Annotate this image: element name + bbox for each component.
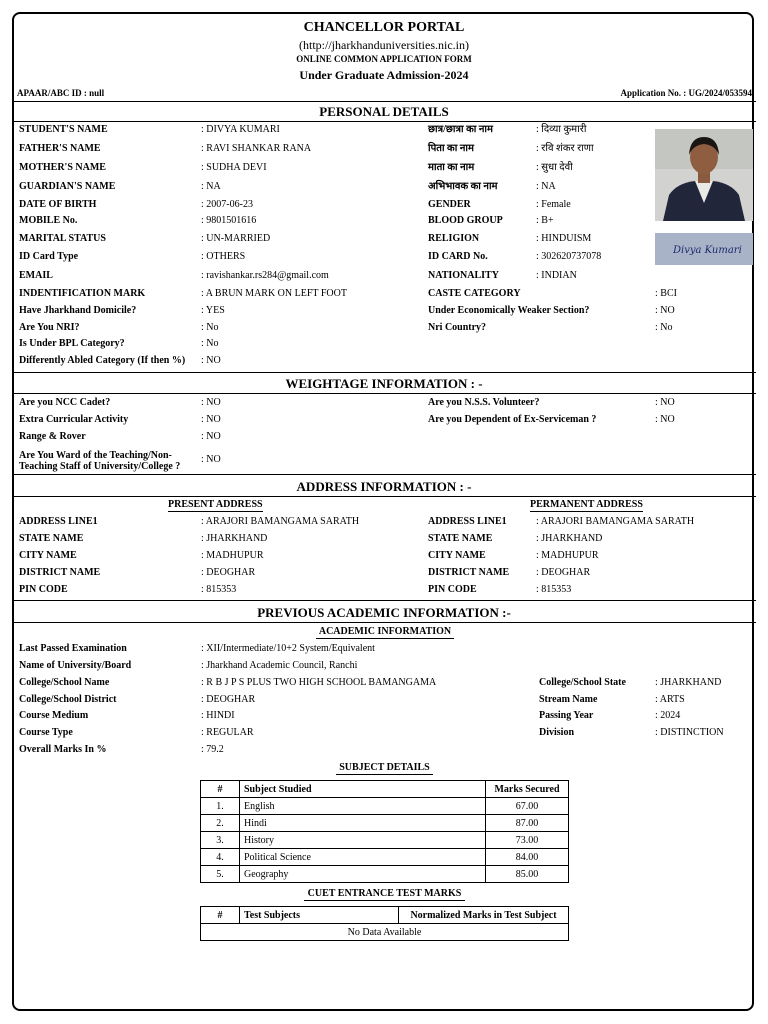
- personal-field-right-label: अभिभावक का नाम: [428, 181, 498, 192]
- personal-field-label: MOTHER'S NAME: [19, 162, 106, 173]
- ward-label: Are You Ward of the Teaching/Non- Teaching Staff of University/College ?: [19, 450, 181, 472]
- permanent-address-field-label: CITY NAME: [428, 550, 486, 561]
- table-row: [201, 832, 569, 849]
- personal-field-label: EMAIL: [19, 270, 53, 281]
- subject-number: 3.: [201, 832, 240, 849]
- cuet-col-marks: Normalized Marks in Test Subject: [399, 907, 569, 924]
- weightage-field-right-value: : NO: [655, 397, 675, 408]
- portal-url: (http://jharkhanduniversities.nic.in): [299, 38, 469, 52]
- admission-title: Under Graduate Admission-2024: [299, 68, 469, 82]
- divider: [12, 496, 756, 497]
- personal-field-right-label: NATIONALITY: [428, 270, 499, 281]
- permanent-address-field-label: PIN CODE: [428, 584, 477, 595]
- subject-marks: 87.00: [486, 815, 569, 832]
- academic-field-value: : R B J P S PLUS TWO HIGH SCHOOL BAMANGAMA: [201, 677, 437, 688]
- subject-name: English: [240, 798, 486, 815]
- permanent-address-field-label: DISTRICT NAME: [428, 567, 510, 578]
- permanent-address-field-value: : ARAJORI BAMANGAMA SARATH: [536, 516, 695, 527]
- cuet-col-no: #: [201, 907, 240, 924]
- weightage-field-value: : NO: [201, 431, 221, 442]
- personal-field-right-value: : NO: [655, 305, 675, 316]
- permanent-address-field-label: ADDRESS LINE1: [428, 516, 507, 527]
- personal-field-right-value: : INDIAN: [536, 270, 577, 281]
- subject-number: 1.: [201, 798, 240, 815]
- subject-name: History: [240, 832, 486, 849]
- academic-field-right-value: : DISTINCTION: [655, 727, 724, 738]
- present-address-field-label: DISTRICT NAME: [19, 567, 101, 578]
- personal-field-value: : RAVI SHANKAR RANA: [201, 143, 312, 154]
- academic-subheading: ACADEMIC INFORMATION: [316, 627, 454, 639]
- signature-image: [655, 233, 753, 265]
- subject-marks: 85.00: [486, 866, 569, 883]
- subjects-col-marks: Marks Secured: [486, 781, 569, 798]
- present-address-field-label: STATE NAME: [19, 533, 84, 544]
- permanent-address-field-value: : JHARKHAND: [536, 533, 603, 544]
- academic-field-label: Course Medium: [19, 710, 89, 721]
- subject-name: Hindi: [240, 815, 486, 832]
- personal-field-value: : 9801501616: [201, 215, 257, 226]
- personal-field-label: FATHER'S NAME: [19, 143, 101, 154]
- academic-field-value: : HINDI: [201, 710, 235, 721]
- personal-field-right-label: माता का नाम: [428, 162, 475, 173]
- academic-field-value: : 79.2: [201, 744, 224, 755]
- table-row: [201, 798, 569, 815]
- personal-field-right-value: : दिव्या कुमारी: [536, 124, 587, 135]
- personal-field-value: : NA: [201, 181, 221, 192]
- personal-field-right-label: RELIGION: [428, 233, 480, 244]
- personal-field-right-value: : रवि शंकर राणा: [536, 143, 594, 154]
- permanent-address-field-value: : DEOGHAR: [536, 567, 591, 578]
- cuet-heading: CUET ENTRANCE TEST MARKS: [304, 889, 465, 901]
- subjects-col-subject: Subject Studied: [240, 781, 486, 798]
- weightage-field-value: : NO: [201, 414, 221, 425]
- personal-field-value: : A BRUN MARK ON LEFT FOOT: [201, 288, 347, 299]
- personal-field-label: Are You NRI?: [19, 322, 80, 333]
- academic-field-value: : DEOGHAR: [201, 694, 256, 705]
- academic-field-label: Last Passed Examination: [19, 643, 127, 654]
- personal-field-value: : OTHERS: [201, 251, 246, 262]
- permanent-address-field-value: : 815353: [536, 584, 572, 595]
- present-address-field-value: : DEOGHAR: [201, 567, 256, 578]
- cuet-col-subjects: Test Subjects: [240, 907, 399, 924]
- personal-field-right-value: : सुधा देवी: [536, 162, 573, 173]
- cuet-table: [200, 906, 569, 941]
- subject-name: Geography: [240, 866, 486, 883]
- academic-field-value: : REGULAR: [201, 727, 254, 738]
- personal-field-label: INDENTIFICATION MARK: [19, 288, 146, 299]
- personal-field-right-label: Nri Country?: [428, 322, 487, 333]
- subject-marks: 73.00: [486, 832, 569, 849]
- divider: [12, 474, 756, 475]
- personal-field-label: Is Under BPL Category?: [19, 338, 125, 349]
- permanent-address-field-label: STATE NAME: [428, 533, 493, 544]
- present-address-field-value: : JHARKHAND: [201, 533, 268, 544]
- subject-number: 5.: [201, 866, 240, 883]
- personal-field-right-value: : NA: [536, 181, 556, 192]
- personal-field-label: MOBILE No.: [19, 215, 78, 226]
- portal-title: CHANCELLOR PORTAL: [303, 20, 465, 35]
- form-name: ONLINE COMMON APPLICATION FORM: [296, 54, 472, 64]
- present-address-field-label: CITY NAME: [19, 550, 77, 561]
- personal-field-right-label: छात्र/छात्रा का नाम: [428, 124, 493, 135]
- academic-field-right-label: Stream Name: [539, 694, 598, 705]
- cuet-empty-message: No Data Available: [201, 924, 569, 941]
- academic-field-label: College/School District: [19, 694, 117, 705]
- personal-field-right-label: ID CARD No.: [428, 251, 488, 262]
- subject-marks: 67.00: [486, 798, 569, 815]
- personal-field-right-label: GENDER: [428, 199, 471, 210]
- weightage-field-label: Are you NCC Cadet?: [19, 397, 111, 408]
- personal-field-value: : ravishankar.rs284@gmail.com: [201, 270, 329, 281]
- personal-field-value: : 2007-06-23: [201, 199, 253, 210]
- subject-name: Political Science: [240, 849, 486, 866]
- apaar-id: APAAR/ABC ID : null: [17, 88, 105, 98]
- personal-field-right-value: : BCI: [655, 288, 677, 299]
- personal-field-label: Differently Abled Category (If then %): [19, 355, 186, 366]
- academic-field-right-value: : 2024: [655, 710, 681, 721]
- divider: [12, 121, 756, 122]
- academic-field-right-label: Passing Year: [539, 710, 594, 721]
- present-address-field-value: : 815353: [201, 584, 237, 595]
- table-row: [201, 866, 569, 883]
- present-address-heading: PRESENT ADDRESS: [168, 499, 263, 510]
- personal-field-value: : DIVYA KUMARI: [201, 124, 280, 135]
- subject-number: 2.: [201, 815, 240, 832]
- weightage-field-value: : NO: [201, 397, 221, 408]
- academic-field-right-value: : JHARKHAND: [655, 677, 722, 688]
- personal-field-right-label: Under Economically Weaker Section?: [428, 305, 590, 316]
- personal-field-right-label: CASTE CATEGORY: [428, 288, 521, 299]
- academic-field-label: College/School Name: [19, 677, 110, 688]
- table-row: [201, 849, 569, 866]
- divider: [12, 101, 756, 102]
- weightage-heading: WEIGHTAGE INFORMATION : -: [285, 376, 483, 391]
- personal-field-label: STUDENT'S NAME: [19, 124, 108, 135]
- academic-field-right-label: Division: [539, 727, 575, 738]
- weightage-field-right-label: Are you Dependent of Ex-Serviceman ?: [428, 414, 597, 425]
- academic-field-label: Course Type: [19, 727, 73, 738]
- personal-field-value: : UN-MARRIED: [201, 233, 271, 244]
- weightage-field-label: Range & Rover: [19, 431, 86, 442]
- present-address-field-label: ADDRESS LINE1: [19, 516, 98, 527]
- ward-value: : NO: [201, 454, 221, 465]
- table-row: [201, 815, 569, 832]
- subjects-table: [200, 780, 569, 883]
- weightage-field-label: Extra Curricular Activity: [19, 414, 129, 425]
- personal-field-right-label: BLOOD GROUP: [428, 215, 503, 226]
- academic-field-value: : XII/Intermediate/10+2 System/Equivalent: [201, 643, 375, 654]
- subjects-col-no: #: [201, 781, 240, 798]
- personal-field-value: : NO: [201, 355, 221, 366]
- present-address-field-value: : MADHUPUR: [201, 550, 264, 561]
- application-number: Application No. : UG/2024/053594: [620, 88, 752, 98]
- student-photo: [655, 129, 753, 221]
- personal-field-right-value: : Female: [536, 199, 571, 210]
- personal-field-value: : No: [201, 338, 219, 349]
- divider: [12, 393, 756, 394]
- academic-heading: PREVIOUS ACADEMIC INFORMATION :-: [257, 605, 511, 620]
- academic-field-value: : Jharkhand Academic Council, Ranchi: [201, 660, 358, 671]
- divider: [12, 600, 756, 601]
- personal-field-right-label: पिता का नाम: [428, 143, 474, 154]
- divider: [12, 622, 756, 623]
- personal-field-label: GUARDIAN'S NAME: [19, 181, 116, 192]
- present-address-field-value: : ARAJORI BAMANGAMA SARATH: [201, 516, 360, 527]
- subject-number: 4.: [201, 849, 240, 866]
- permanent-address-heading: PERMANENT ADDRESS: [530, 499, 643, 510]
- personal-field-value: : No: [201, 322, 219, 333]
- personal-field-right-value: : B+: [536, 215, 554, 226]
- personal-field-right-value: : No: [655, 322, 673, 333]
- subject-details-heading: SUBJECT DETAILS: [336, 763, 433, 775]
- weightage-field-right-value: : NO: [655, 414, 675, 425]
- personal-field-label: DATE OF BIRTH: [19, 199, 97, 210]
- academic-field-right-label: College/School State: [539, 677, 626, 688]
- personal-field-label: MARITAL STATUS: [19, 233, 106, 244]
- academic-field-right-value: : ARTS: [655, 694, 685, 705]
- academic-field-label: Overall Marks In %: [19, 744, 107, 755]
- address-heading: ADDRESS INFORMATION : -: [296, 479, 472, 494]
- academic-field-label: Name of University/Board: [19, 660, 132, 671]
- divider: [12, 372, 756, 373]
- personal-field-label: Have Jharkhand Domicile?: [19, 305, 137, 316]
- permanent-address-field-value: : MADHUPUR: [536, 550, 599, 561]
- subject-marks: 84.00: [486, 849, 569, 866]
- present-address-field-label: PIN CODE: [19, 584, 68, 595]
- personal-field-right-value: : 302620737078: [536, 251, 602, 262]
- personal-field-label: ID Card Type: [19, 251, 79, 262]
- personal-field-value: : SUDHA DEVI: [201, 162, 267, 173]
- signature-text: Divya Kumari: [673, 245, 742, 256]
- personal-details-heading: PERSONAL DETAILS: [319, 104, 449, 119]
- weightage-field-right-label: Are you N.S.S. Volunteer?: [428, 397, 540, 408]
- personal-field-value: : YES: [201, 305, 225, 316]
- personal-field-right-value: : HINDUISM: [536, 233, 592, 244]
